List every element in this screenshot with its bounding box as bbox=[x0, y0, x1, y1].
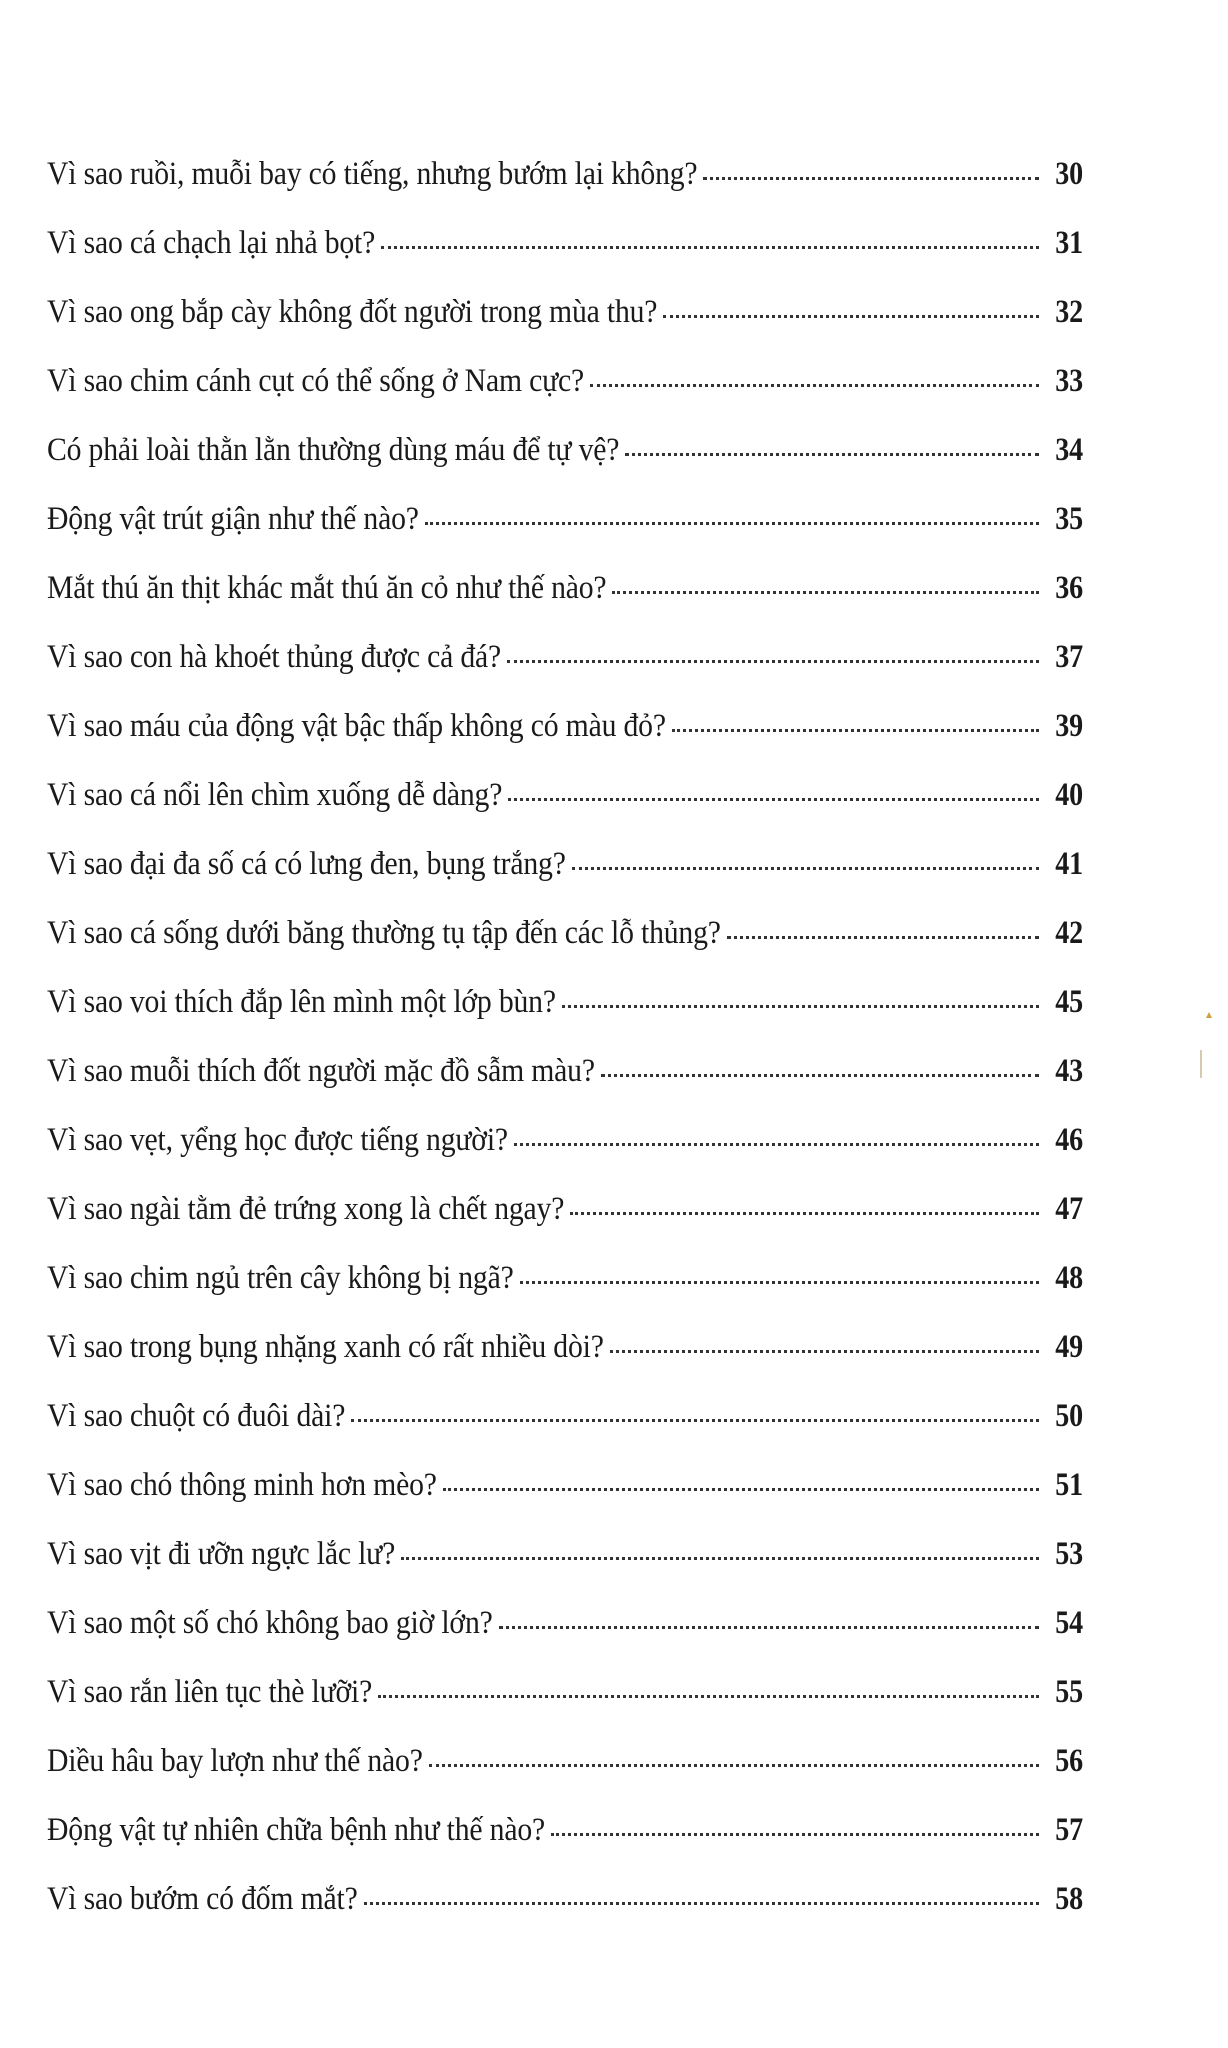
toc-entry-title: Vì sao con hà khoét thủng được cả đá? bbox=[47, 639, 502, 675]
toc-entry-title-wrap bbox=[47, 692, 666, 761]
toc-entry-title-wrap bbox=[47, 485, 419, 554]
toc-entry bbox=[47, 1796, 1083, 1865]
toc-entry-title: Vì sao chó thông minh hơn mèo? bbox=[47, 1467, 437, 1503]
toc-entry-page-number: 50 bbox=[1055, 1398, 1083, 1434]
toc-entry-title-wrap bbox=[47, 278, 657, 347]
toc-entry-title-wrap bbox=[47, 416, 619, 485]
toc-entry-title: Mắt thú ăn thịt khác mắt thú ăn cỏ như thế nào? bbox=[47, 570, 607, 606]
toc-entry-title-wrap bbox=[47, 968, 556, 1037]
toc-entry-title-wrap bbox=[47, 1796, 545, 1865]
toc-entry-title: Vì sao bướm có đốm mắt? bbox=[47, 1881, 358, 1917]
toc-entry bbox=[47, 623, 1083, 692]
toc-entry-title: Vì sao voi thích đắp lên mình một lớp bùn? bbox=[47, 984, 556, 1020]
toc-entry bbox=[47, 1589, 1083, 1658]
toc-entry-page-number: 30 bbox=[1055, 156, 1083, 192]
dot-leader bbox=[351, 1418, 1039, 1422]
dot-leader bbox=[514, 1142, 1039, 1146]
toc-entry bbox=[47, 1658, 1083, 1727]
toc-entry-title: Vì sao trong bụng nhặng xanh có rất nhiều dòi? bbox=[47, 1329, 604, 1365]
toc-entry-title: Vì sao cá sống dưới băng thường tụ tập đến các lỗ thủng? bbox=[47, 915, 721, 951]
dot-leader bbox=[612, 590, 1039, 594]
toc-entry-page-number: 31 bbox=[1055, 225, 1083, 261]
toc-entry-page-number: 45 bbox=[1055, 984, 1083, 1020]
toc-entry-title-wrap bbox=[47, 623, 501, 692]
toc-entry bbox=[47, 1727, 1083, 1796]
toc-entry-title: Vì sao chim cánh cụt có thể sống ở Nam cực? bbox=[47, 363, 585, 399]
toc-entry bbox=[47, 209, 1083, 278]
dot-leader bbox=[507, 659, 1039, 663]
toc-entry-title-wrap bbox=[47, 1865, 358, 1934]
dot-leader bbox=[625, 452, 1039, 456]
toc-entry bbox=[47, 485, 1083, 554]
scan-mark bbox=[1206, 1012, 1212, 1018]
toc-entry bbox=[47, 899, 1083, 968]
toc-entry-title-wrap bbox=[47, 1175, 564, 1244]
toc-entry-page-number: 33 bbox=[1055, 363, 1083, 399]
toc-entry-page-number: 37 bbox=[1055, 639, 1083, 675]
toc-entry-page-number: 36 bbox=[1055, 570, 1083, 606]
dot-leader bbox=[429, 1763, 1039, 1767]
toc-entry-title: Động vật tự nhiên chữa bệnh như thế nào? bbox=[47, 1812, 546, 1848]
toc-entry bbox=[47, 1244, 1083, 1313]
toc-entry bbox=[47, 1037, 1083, 1106]
toc-entry-title: Vì sao cá chạch lại nhả bọt? bbox=[47, 225, 376, 261]
toc-entry-page-number: 39 bbox=[1055, 708, 1083, 744]
toc-entry-title-wrap bbox=[47, 1382, 345, 1451]
toc-entry-page-number: 34 bbox=[1055, 432, 1083, 468]
dot-leader bbox=[551, 1832, 1039, 1836]
toc-entry-title-wrap bbox=[47, 140, 697, 209]
dot-leader bbox=[364, 1901, 1039, 1905]
toc-entry-page-number: 41 bbox=[1055, 846, 1083, 882]
toc-entry-page-number: 57 bbox=[1055, 1812, 1083, 1848]
toc-entry-title: Vì sao vẹt, yểng học được tiếng người? bbox=[47, 1122, 508, 1158]
toc-entry bbox=[47, 1865, 1083, 1934]
toc-entry bbox=[47, 1313, 1083, 1382]
toc-entry-title: Động vật trút giận như thế nào? bbox=[47, 501, 419, 537]
dot-leader bbox=[499, 1625, 1039, 1629]
dot-leader bbox=[572, 866, 1039, 870]
toc-entry-page-number: 35 bbox=[1055, 501, 1083, 537]
dot-leader bbox=[672, 728, 1039, 732]
toc-entry-title: Có phải loài thằn lằn thường dùng máu để tự vệ? bbox=[47, 432, 620, 468]
toc-entry-page-number: 58 bbox=[1055, 1881, 1083, 1917]
toc-entry-title: Vì sao cá nổi lên chìm xuống dễ dàng? bbox=[47, 777, 503, 813]
toc-entry-page-number: 47 bbox=[1055, 1191, 1083, 1227]
toc-entry-title: Vì sao ngài tằm đẻ trứng xong là chết ngay? bbox=[47, 1191, 565, 1227]
toc-entry-title-wrap bbox=[47, 1658, 372, 1727]
toc-entry-title-wrap bbox=[47, 1106, 508, 1175]
dot-leader bbox=[590, 383, 1039, 387]
dot-leader bbox=[727, 935, 1039, 939]
toc-entry-title-wrap bbox=[47, 761, 502, 830]
toc-entry bbox=[47, 140, 1083, 209]
toc-entry-title: Vì sao đại đa số cá có lưng đen, bụng trắng? bbox=[47, 846, 566, 882]
dot-leader bbox=[601, 1073, 1039, 1077]
dot-leader bbox=[381, 245, 1039, 249]
toc-entry-page-number: 53 bbox=[1055, 1536, 1083, 1572]
toc-entry-title: Vì sao rắn liên tục thè lưỡi? bbox=[47, 1674, 373, 1710]
toc-entry-title-wrap bbox=[47, 1313, 604, 1382]
toc-entry bbox=[47, 1520, 1083, 1589]
toc-entry bbox=[47, 1175, 1083, 1244]
dot-leader bbox=[610, 1349, 1039, 1353]
table-of-contents bbox=[47, 140, 1083, 1934]
toc-entry-page-number: 55 bbox=[1055, 1674, 1083, 1710]
toc-entry-page-number: 40 bbox=[1055, 777, 1083, 813]
dot-leader bbox=[520, 1280, 1039, 1284]
toc-entry-page-number: 32 bbox=[1055, 294, 1083, 330]
scan-mark bbox=[1200, 1050, 1202, 1078]
toc-entry bbox=[47, 692, 1083, 761]
toc-entry-title: Vì sao chuột có đuôi dài? bbox=[47, 1398, 346, 1434]
dot-leader bbox=[703, 176, 1039, 180]
toc-entry bbox=[47, 278, 1083, 347]
dot-leader bbox=[443, 1487, 1039, 1491]
toc-entry-title: Vì sao chim ngủ trên cây không bị ngã? bbox=[47, 1260, 514, 1296]
dot-leader bbox=[508, 797, 1039, 801]
toc-entry bbox=[47, 1106, 1083, 1175]
dot-leader bbox=[663, 314, 1039, 318]
toc-entry-title-wrap bbox=[47, 1589, 493, 1658]
toc-entry-page-number: 46 bbox=[1055, 1122, 1083, 1158]
toc-entry bbox=[47, 830, 1083, 899]
toc-entry-title: Vì sao muỗi thích đốt người mặc đồ sẫm màu? bbox=[47, 1053, 595, 1089]
dot-leader bbox=[570, 1211, 1039, 1215]
toc-entry-title: Vì sao ruồi, muỗi bay có tiếng, nhưng bướm lại không? bbox=[47, 156, 698, 192]
dot-leader bbox=[378, 1694, 1039, 1698]
toc-entry-page-number: 42 bbox=[1055, 915, 1083, 951]
dot-leader bbox=[562, 1004, 1039, 1008]
toc-entry-title-wrap bbox=[47, 1727, 423, 1796]
toc-entry-title-wrap bbox=[47, 1037, 595, 1106]
toc-entry-page-number: 54 bbox=[1055, 1605, 1083, 1641]
toc-entry-title-wrap bbox=[47, 347, 584, 416]
toc-entry-title: Vì sao vịt đi ưỡn ngực lắc lư? bbox=[47, 1536, 396, 1572]
toc-entry-title-wrap bbox=[47, 899, 721, 968]
toc-entry bbox=[47, 761, 1083, 830]
toc-entry-title-wrap bbox=[47, 209, 375, 278]
toc-entry bbox=[47, 1451, 1083, 1520]
toc-entry-title: Vì sao một số chó không bao giờ lớn? bbox=[47, 1605, 493, 1641]
toc-entry-title: Diều hâu bay lượn như thế nào? bbox=[47, 1743, 423, 1779]
dot-leader bbox=[425, 521, 1039, 525]
toc-entry-title-wrap bbox=[47, 830, 566, 899]
toc-entry-page-number: 49 bbox=[1055, 1329, 1083, 1365]
toc-entry-page-number: 48 bbox=[1055, 1260, 1083, 1296]
toc-entry-title-wrap bbox=[47, 1520, 395, 1589]
toc-entry bbox=[47, 1382, 1083, 1451]
toc-entry-title-wrap bbox=[47, 1451, 437, 1520]
toc-entry-title: Vì sao ong bắp cày không đốt người trong mùa thu? bbox=[47, 294, 658, 330]
toc-entry-title-wrap bbox=[47, 554, 606, 623]
toc-entry-title-wrap bbox=[47, 1244, 514, 1313]
toc-entry bbox=[47, 968, 1083, 1037]
toc-entry bbox=[47, 416, 1083, 485]
toc-entry bbox=[47, 347, 1083, 416]
toc-entry bbox=[47, 554, 1083, 623]
toc-entry-page-number: 43 bbox=[1055, 1053, 1083, 1089]
toc-entry-title: Vì sao máu của động vật bậc thấp không có màu đỏ? bbox=[47, 708, 666, 744]
toc-entry-page-number: 56 bbox=[1055, 1743, 1083, 1779]
dot-leader bbox=[401, 1556, 1039, 1560]
toc-entry-page-number: 51 bbox=[1055, 1467, 1083, 1503]
